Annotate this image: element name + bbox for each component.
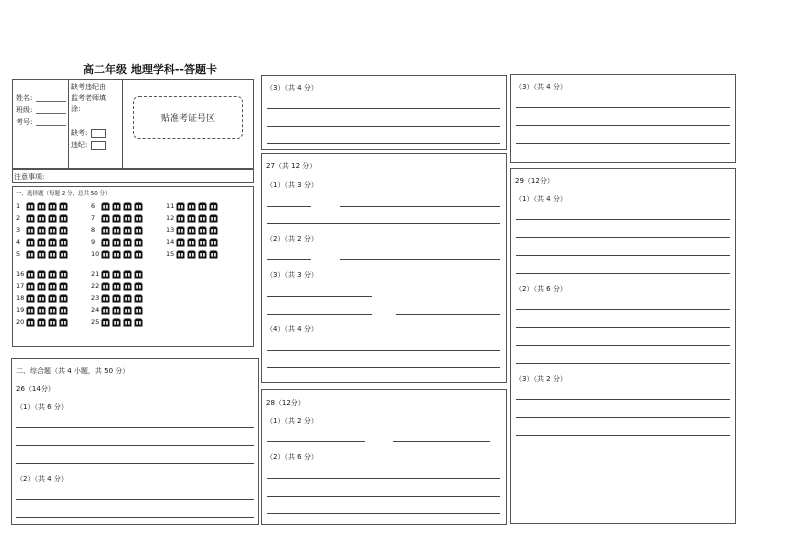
choice-question-row (16, 237, 70, 247)
q27-4-line-2[interactable] (267, 367, 500, 368)
answer-bubble-b[interactable] (37, 282, 46, 291)
answer-bubble-b[interactable] (187, 238, 196, 247)
violation-checkbox[interactable] (91, 141, 106, 150)
q29-2-line-4[interactable] (516, 363, 730, 364)
answer-bubble-a[interactable] (26, 270, 35, 279)
choice-question-row (91, 237, 145, 247)
choice-question-row (91, 305, 145, 315)
answer-bubble-b[interactable] (112, 202, 121, 211)
choice-question-number: 18 (16, 294, 25, 302)
name-label: 姓名: (16, 94, 33, 102)
answer-bubble-a[interactable] (26, 202, 35, 211)
q28-2-line-2[interactable] (267, 496, 500, 497)
answer-bubble-b[interactable] (112, 214, 121, 223)
answer-bubble-d[interactable] (134, 238, 143, 247)
class-label: 班级: (16, 106, 33, 114)
info-divider-1 (68, 79, 69, 169)
answer-bubble-d[interactable] (134, 214, 143, 223)
choice-question-number: 9 (91, 238, 96, 246)
q28-title: 28（12分） (266, 399, 305, 407)
answer-bubble-c[interactable] (48, 270, 57, 279)
q26-3-line-1[interactable] (267, 108, 500, 109)
notes-label: 注意事项: (14, 173, 45, 181)
q26-2-line-2[interactable] (16, 517, 254, 518)
q29-2-line-3[interactable] (516, 345, 730, 346)
answer-bubble-c[interactable] (123, 282, 132, 291)
choice-question-number: 4 (16, 238, 21, 246)
q26-2-label: （2）（共 4 分） (16, 475, 68, 483)
q27-3-line-2[interactable] (267, 314, 372, 315)
answer-bubble-d[interactable] (59, 214, 68, 223)
q27-1-line-3[interactable] (267, 223, 500, 224)
q29-3-line-3[interactable] (516, 435, 730, 436)
q29-3-label: （3）（共 2 分） (515, 375, 567, 383)
answer-bubble-b[interactable] (37, 226, 46, 235)
q27-2-label: （2）（共 2 分） (266, 235, 318, 243)
q29-3-line-2[interactable] (516, 417, 730, 418)
answer-bubble-a[interactable] (101, 270, 110, 279)
answer-bubble-a[interactable] (176, 238, 185, 247)
answer-bubble-c[interactable] (123, 238, 132, 247)
answer-bubble-a[interactable] (101, 202, 110, 211)
q28-2-line-3[interactable] (267, 513, 500, 514)
answer-bubble-c[interactable] (198, 202, 207, 211)
answer-bubble-a[interactable] (26, 250, 35, 259)
answer-bubble-a[interactable] (26, 238, 35, 247)
choice-question-number: 15 (166, 250, 175, 258)
answer-bubble-d[interactable] (209, 250, 218, 259)
answer-bubble-a[interactable] (101, 306, 110, 315)
q29-2-line-2[interactable] (516, 327, 730, 328)
answer-bubble-b[interactable] (37, 270, 46, 279)
q29-1-line-4[interactable] (516, 273, 730, 274)
answer-bubble-b[interactable] (112, 306, 121, 315)
answer-bubble-d[interactable] (134, 318, 143, 327)
answer-bubble-c[interactable] (123, 318, 132, 327)
choice-question-number: 13 (166, 226, 175, 234)
answer-bubble-a[interactable] (101, 318, 110, 327)
answer-bubble-b[interactable] (37, 238, 46, 247)
choice-question-row (16, 281, 70, 291)
choice-question-number: 5 (16, 250, 21, 258)
choice-question-number: 20 (16, 318, 25, 326)
id-label: 考号: (16, 118, 33, 126)
answer-bubble-a[interactable] (176, 214, 185, 223)
answer-bubble-c[interactable] (123, 202, 132, 211)
q28-3-label: （3）（共 4 分） (515, 83, 567, 91)
q28-1-line-2[interactable] (393, 441, 490, 442)
answer-bubble-a[interactable] (101, 214, 110, 223)
proctor-note-2: 监考老师填 (71, 94, 106, 102)
q28-1-label: （1）（共 2 分） (266, 417, 318, 425)
choice-question-number: 1 (16, 202, 21, 210)
choice-question-row (16, 293, 70, 303)
q29-box (510, 168, 736, 524)
q29-title: 29（12分） (515, 177, 554, 185)
answer-bubble-c[interactable] (123, 294, 132, 303)
answer-bubble-b[interactable] (37, 214, 46, 223)
answer-bubble-c[interactable] (48, 250, 57, 259)
q29-1-line-2[interactable] (516, 237, 730, 238)
choice-question-row (91, 249, 145, 259)
q26-title: 26（14分） (16, 385, 55, 393)
answer-bubble-c[interactable] (123, 270, 132, 279)
id-field[interactable] (36, 125, 66, 126)
q27-1-line-1[interactable] (267, 206, 311, 207)
q26-2-line-1[interactable] (16, 499, 254, 500)
answer-bubble-c[interactable] (198, 226, 207, 235)
answer-bubble-b[interactable] (112, 282, 121, 291)
choice-question-number: 25 (91, 318, 100, 326)
choice-question-row (91, 269, 145, 279)
choice-question-row (166, 201, 220, 211)
admission-ticket-sticker-area (133, 96, 243, 139)
q27-2-line-2[interactable] (340, 259, 500, 260)
absent-checkbox[interactable] (91, 129, 106, 138)
q28-2-line-1[interactable] (267, 478, 500, 479)
q27-3-line-1[interactable] (267, 296, 372, 297)
answer-bubble-c[interactable] (198, 250, 207, 259)
q29-1-label: （1）（共 4 分） (515, 195, 567, 203)
answer-bubble-c[interactable] (48, 202, 57, 211)
answer-bubble-d[interactable] (209, 202, 218, 211)
choice-question-row (91, 213, 145, 223)
choice-question-row (16, 249, 70, 259)
answer-bubble-b[interactable] (112, 238, 121, 247)
choice-question-row (166, 213, 220, 223)
q27-2-line-1[interactable] (267, 259, 311, 260)
answer-bubble-c[interactable] (48, 306, 57, 315)
answer-bubble-c[interactable] (48, 282, 57, 291)
notes-row (12, 169, 254, 183)
answer-bubble-b[interactable] (37, 318, 46, 327)
answer-bubble-d[interactable] (59, 226, 68, 235)
answer-bubble-c[interactable] (123, 214, 132, 223)
answer-bubble-b[interactable] (112, 318, 121, 327)
answer-bubble-c[interactable] (123, 226, 132, 235)
choice-question-row (91, 201, 145, 211)
q28-2-label: （2）（共 6 分） (266, 453, 318, 461)
absent-label: 缺考: (71, 129, 88, 137)
choice-question-number: 10 (91, 250, 100, 258)
choice-question-row (16, 269, 70, 279)
q26-3-line-3[interactable] (267, 143, 500, 144)
choice-question-row (16, 213, 70, 223)
choice-question-number: 14 (166, 238, 175, 246)
answer-bubble-b[interactable] (112, 250, 121, 259)
choice-question-row (91, 281, 145, 291)
answer-bubble-c[interactable] (48, 318, 57, 327)
choice-question-row (91, 225, 145, 235)
q27-title: 27（共 12 分） (266, 162, 317, 170)
q29-3-line-1[interactable] (516, 399, 730, 400)
name-field[interactable] (36, 101, 66, 102)
answer-bubble-d[interactable] (134, 306, 143, 315)
q29-1-line-3[interactable] (516, 255, 730, 256)
answer-bubble-c[interactable] (48, 226, 57, 235)
answer-bubble-d[interactable] (59, 238, 68, 247)
answer-bubble-a[interactable] (26, 294, 35, 303)
q26-3-line-2[interactable] (267, 126, 500, 127)
q29-2-line-1[interactable] (516, 309, 730, 310)
proctor-note-3: 涂: (71, 105, 81, 113)
answer-bubble-b[interactable] (112, 294, 121, 303)
choice-question-row (91, 317, 145, 327)
choice-question-number: 12 (166, 214, 175, 222)
absent-mark (71, 128, 106, 138)
proctor-note-1: 缺考违纪由 (71, 83, 106, 91)
answer-bubble-c[interactable] (48, 214, 57, 223)
answer-bubble-c[interactable] (123, 250, 132, 259)
answer-bubble-b[interactable] (187, 250, 196, 259)
q28-3-line-3[interactable] (516, 143, 730, 144)
choice-question-number: 2 (16, 214, 21, 222)
answer-bubble-b[interactable] (187, 214, 196, 223)
answer-bubble-d[interactable] (209, 214, 218, 223)
info-divider-2 (122, 79, 123, 169)
answer-bubble-c[interactable] (48, 294, 57, 303)
violation-label: 违纪: (71, 141, 88, 149)
q29-2-label: （2）（共 6 分） (515, 285, 567, 293)
answer-bubble-d[interactable] (209, 226, 218, 235)
choice-question-number: 22 (91, 282, 100, 290)
answer-bubble-d[interactable] (134, 250, 143, 259)
answer-bubble-b[interactable] (112, 270, 121, 279)
answer-bubble-d[interactable] (209, 238, 218, 247)
choice-question-number: 19 (16, 306, 25, 314)
choice-question-number: 23 (91, 294, 100, 302)
choice-question-number: 21 (91, 270, 100, 278)
q28-1-line-1[interactable] (267, 441, 365, 442)
answer-bubble-c[interactable] (48, 238, 57, 247)
answer-bubble-a[interactable] (101, 282, 110, 291)
choice-question-number: 11 (166, 202, 175, 210)
choice-question-row (16, 305, 70, 315)
answer-bubble-a[interactable] (26, 306, 35, 315)
choice-question-row (16, 317, 70, 327)
answer-bubble-d[interactable] (134, 270, 143, 279)
answer-bubble-a[interactable] (26, 318, 35, 327)
answer-bubble-b[interactable] (37, 306, 46, 315)
answer-bubble-a[interactable] (176, 202, 185, 211)
answer-bubble-b[interactable] (187, 202, 196, 211)
q28-3-line-2[interactable] (516, 125, 730, 126)
violation-mark (71, 140, 106, 150)
answer-bubble-a[interactable] (101, 294, 110, 303)
answer-bubble-d[interactable] (59, 250, 68, 259)
choice-question-number: 6 (91, 202, 96, 210)
answer-bubble-d[interactable] (134, 202, 143, 211)
answer-bubble-d[interactable] (134, 226, 143, 235)
choice-question-row (16, 225, 70, 235)
choice-question-number: 24 (91, 306, 100, 314)
q26-1-label: （1）（共 6 分） (16, 403, 68, 411)
answer-bubble-a[interactable] (176, 250, 185, 259)
choice-question-row (166, 225, 220, 235)
choice-question-row (16, 201, 70, 211)
choice-question-number: 3 (16, 226, 21, 234)
q26-3-label: （3）（共 4 分） (266, 84, 318, 92)
sticker-label: 贴准考证号区 (160, 114, 215, 124)
q27-3-line-3[interactable] (396, 314, 500, 315)
q26-1-line-3[interactable] (16, 463, 254, 464)
q27-1-line-2[interactable] (340, 206, 500, 207)
answer-bubble-d[interactable] (59, 306, 68, 315)
q27-3-label: （3）（共 3 分） (266, 271, 318, 279)
choice-question-number: 7 (91, 214, 96, 222)
answer-bubble-b[interactable] (112, 226, 121, 235)
answer-bubble-b[interactable] (37, 250, 46, 259)
answer-bubble-d[interactable] (134, 282, 143, 291)
choice-question-row (166, 249, 220, 259)
answer-bubble-d[interactable] (134, 294, 143, 303)
answer-bubble-a[interactable] (26, 282, 35, 291)
answer-bubble-b[interactable] (187, 226, 196, 235)
answer-bubble-d[interactable] (59, 270, 68, 279)
answer-bubble-c[interactable] (123, 306, 132, 315)
answer-bubble-a[interactable] (176, 226, 185, 235)
answer-bubble-a[interactable] (101, 250, 110, 259)
answer-bubble-d[interactable] (59, 318, 68, 327)
q27-1-label: （1）（共 3 分） (266, 181, 318, 189)
answer-bubble-c[interactable] (198, 238, 207, 247)
q29-1-line-1[interactable] (516, 219, 730, 220)
choice-question-number: 8 (91, 226, 96, 234)
q26-1-line-1[interactable] (16, 427, 254, 428)
choice-question-row (166, 237, 220, 247)
q28-3-line-1[interactable] (516, 107, 730, 108)
q27-4-line-1[interactable] (267, 350, 500, 351)
answer-bubble-b[interactable] (37, 294, 46, 303)
answer-bubble-a[interactable] (26, 214, 35, 223)
answer-bubble-d[interactable] (59, 294, 68, 303)
choice-question-row (91, 293, 145, 303)
answer-bubble-b[interactable] (37, 202, 46, 211)
q27-4-label: （4）（共 4 分） (266, 325, 318, 333)
answer-bubble-d[interactable] (59, 282, 68, 291)
choice-question-number: 17 (16, 282, 25, 290)
class-field[interactable] (36, 113, 66, 114)
choice-header: 一、选择题（每题 2 分，总共 50 分） (16, 191, 111, 197)
section2-header: 二、综合题（共 4 小题，共 50 分） (16, 367, 130, 375)
answer-bubble-a[interactable] (101, 226, 110, 235)
answer-bubble-c[interactable] (198, 214, 207, 223)
answer-bubble-d[interactable] (59, 202, 68, 211)
answer-bubble-a[interactable] (101, 238, 110, 247)
page-title: 高二年级 地理学科--答题卡 (83, 63, 217, 76)
q26-1-line-2[interactable] (16, 445, 254, 446)
choice-question-number: 16 (16, 270, 25, 278)
answer-bubble-a[interactable] (26, 226, 35, 235)
